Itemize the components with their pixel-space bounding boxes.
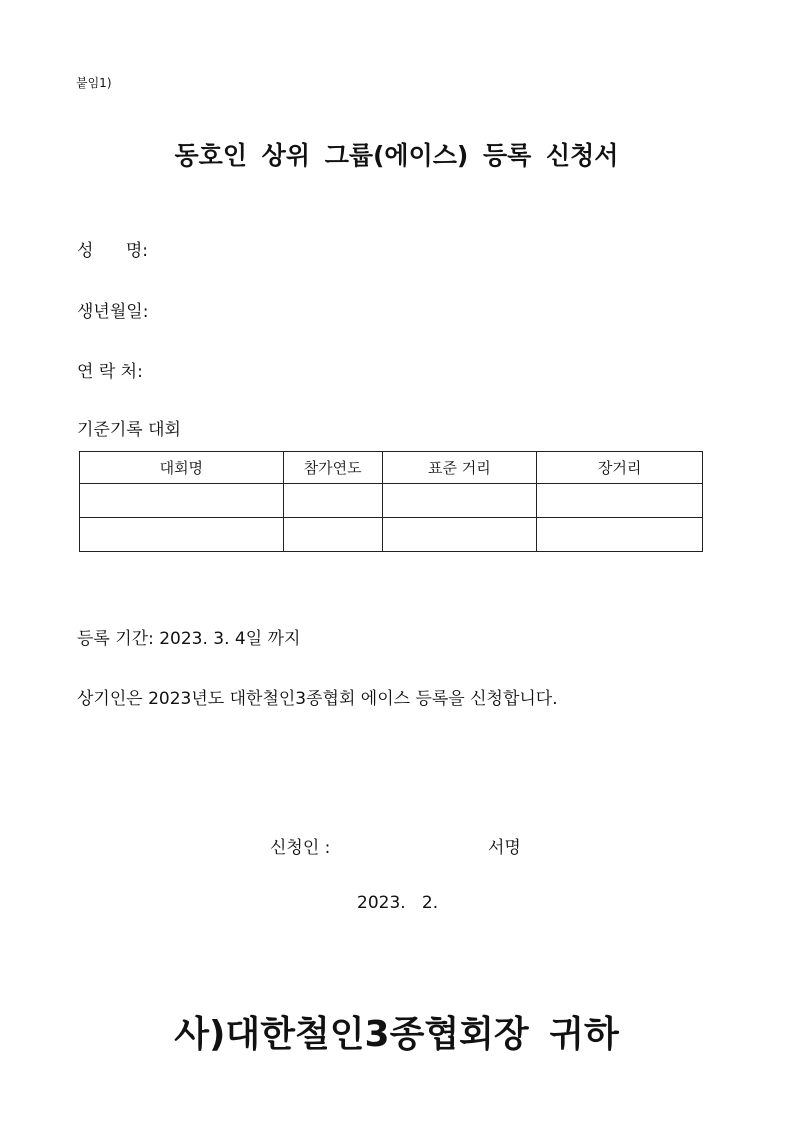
signature-label: 서명	[488, 838, 521, 858]
table-cell	[537, 484, 703, 518]
applicant-label: 신청인 :	[270, 838, 331, 858]
table-row	[80, 518, 703, 552]
registration-period: 등록 기간: 2023. 3. 4일 까지	[77, 629, 301, 649]
date: 2023. 2.	[357, 893, 439, 913]
header-standard-distance: 표준 거리	[382, 452, 537, 484]
statement: 상기인은 2023년도 대한철인3종협회 에이스 등록을 신청합니다.	[77, 689, 558, 709]
name-field-label: 성 명:	[77, 241, 148, 261]
birthdate-field-label: 생년월일:	[77, 302, 149, 322]
record-event-label: 기준기록 대회	[77, 420, 181, 440]
table-cell	[382, 518, 537, 552]
addressee: 사)대한철인3종협회장 귀하	[174, 1014, 619, 1055]
attachment-label: 붙임1)	[76, 76, 112, 90]
header-year: 참가연도	[283, 452, 382, 484]
table-cell	[80, 518, 284, 552]
record-table	[79, 451, 703, 552]
table-cell	[283, 518, 382, 552]
table-header-row	[80, 452, 703, 484]
table-cell	[80, 484, 284, 518]
header-event-name: 대회명	[80, 452, 284, 484]
table-cell	[537, 518, 703, 552]
table-cell	[283, 484, 382, 518]
table-cell	[382, 484, 537, 518]
header-long-distance: 장거리	[537, 452, 703, 484]
document-title: 동호인 상위 그룹(에이스) 등록 신청서	[174, 141, 619, 170]
contact-field-label: 연 락 처:	[77, 362, 143, 382]
table-row	[80, 484, 703, 518]
